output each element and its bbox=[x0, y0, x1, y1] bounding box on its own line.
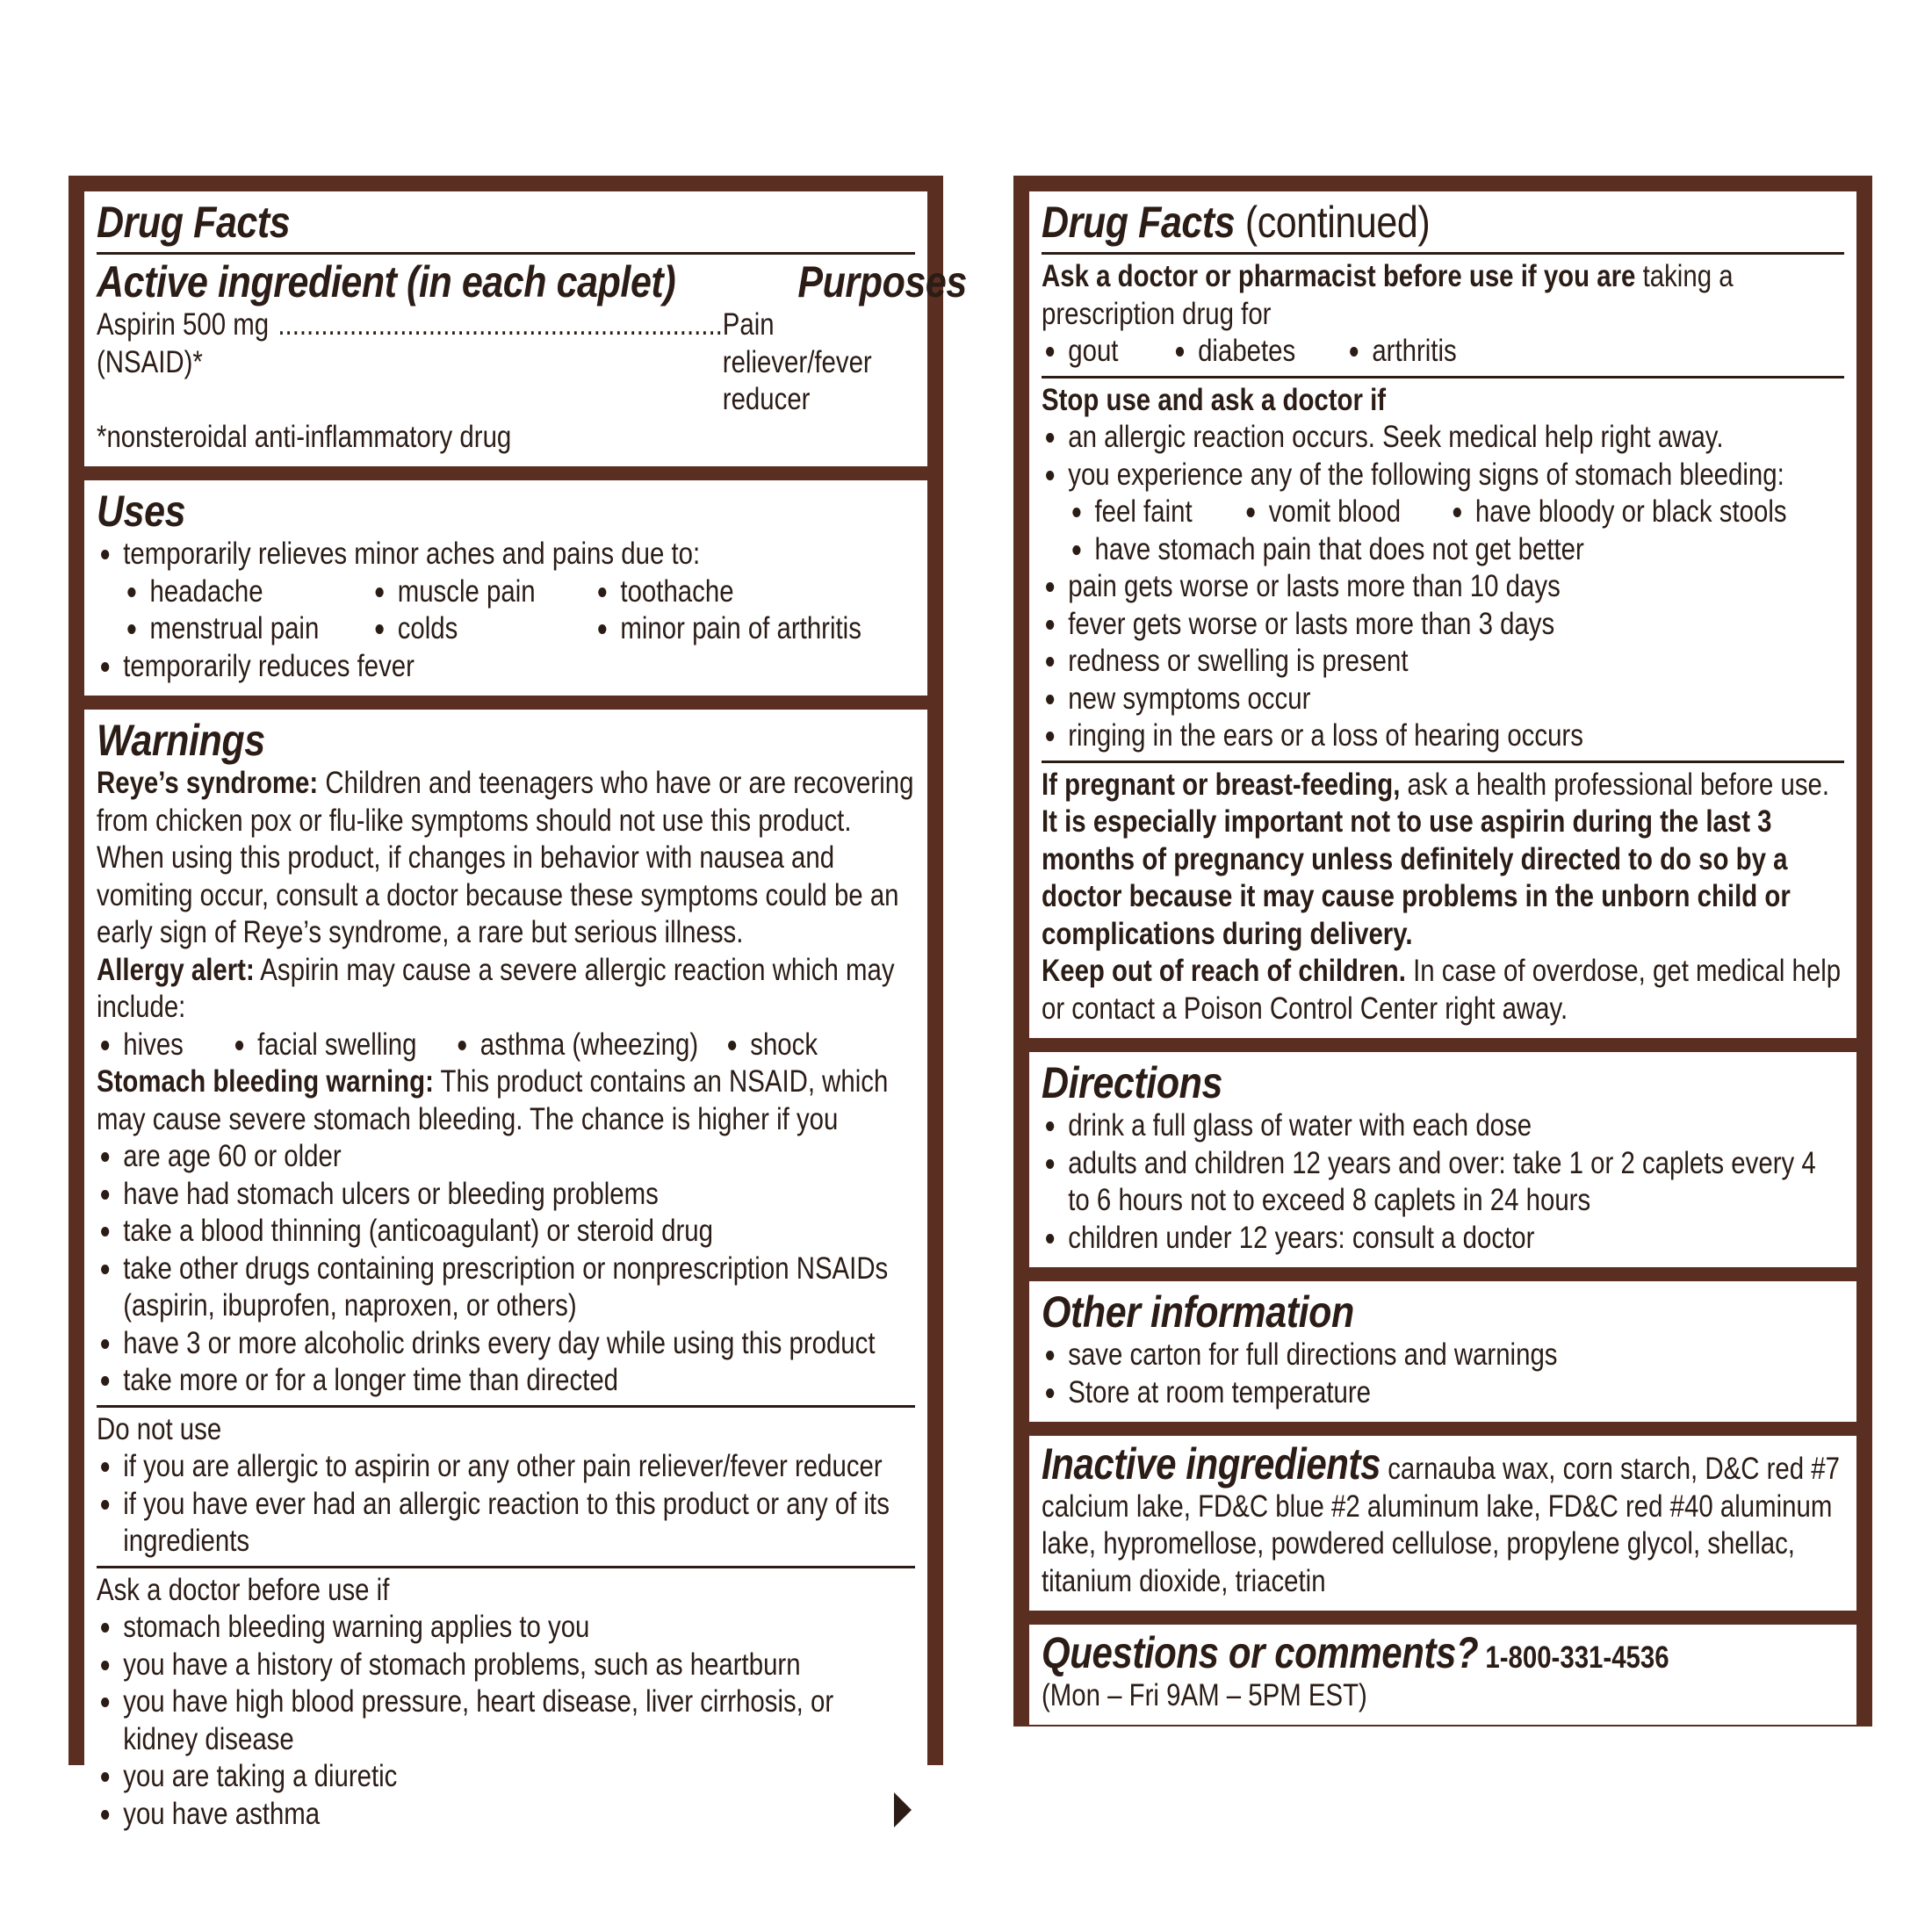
drug-facts-panel-left bbox=[68, 176, 967, 1831]
reye-text: Children and teenagers who have or are recovering from chicken pox or flu-like symptoms should not use this product. When using this product, if changes in behavior with nausea and vomiting occur, consult a doctor because these symptoms could be an early sign of Reye’s syndrome, a rare but serious illness. bbox=[97, 766, 914, 949]
uses-box bbox=[84, 480, 927, 696]
allergy-item: shock bbox=[724, 1027, 818, 1064]
stop-use-sub-item: vomit blood bbox=[1242, 494, 1448, 531]
active-ingredient-heading: Active ingredient (in each caplet) bbox=[97, 257, 676, 306]
allergy-item: hives bbox=[97, 1027, 231, 1064]
uses-sub-item: headache bbox=[123, 573, 371, 611]
stop-use-sub-item: feel faint bbox=[1068, 494, 1242, 531]
ask-doctor-item: you are taking a diuretic bbox=[97, 1758, 915, 1796]
directions-item: drink a full glass of water with each dose bbox=[1042, 1107, 1844, 1145]
do-not-use-item: if you are allergic to aspirin or any other pain reliever/fever reducer bbox=[97, 1448, 915, 1486]
ask-doctor-item: you have a history of stomach problems, such as heartburn bbox=[97, 1647, 915, 1684]
keep-out-label: Keep out of reach of children. bbox=[1042, 954, 1406, 988]
stop-use-item: ringing in the ears or a loss of hearing occurs bbox=[1042, 717, 1844, 755]
stop-use-item: pain gets worse or lasts more than 10 days bbox=[1042, 568, 1844, 606]
drug-facts-panel-right bbox=[1013, 176, 1872, 1727]
stop-use-item: fever gets worse or lasts more than 3 days bbox=[1042, 606, 1844, 644]
directions-item: children under 12 years: consult a doctor bbox=[1042, 1220, 1844, 1258]
inactive-ingredients-heading: Inactive ingredients bbox=[1042, 1439, 1381, 1489]
stomach-label: Stomach bleeding warning: bbox=[97, 1064, 434, 1099]
uses-sub-row bbox=[123, 610, 914, 648]
stomach-item: take other drugs containing prescription or nonprescription NSAIDs (aspirin, ibuprofen, naproxen, or others) bbox=[97, 1251, 915, 1325]
continued-label: (continued) bbox=[1244, 198, 1431, 247]
ask-pharmacist-item: gout bbox=[1042, 333, 1171, 371]
drug-facts-title: Drug Facts bbox=[97, 198, 291, 247]
do-not-use-heading: Do not use bbox=[97, 1411, 222, 1446]
ask-pharmacist bbox=[1042, 258, 1844, 333]
pregnancy-aspirin-warning: It is especially important not to use aspirin during the last 3 months of pregnancy unless definitely directed to do so by a doctor because it may cause problems in the unborn child or complications during delivery. bbox=[1042, 804, 1791, 951]
questions-box bbox=[1029, 1625, 1856, 1725]
stop-use-sub-row bbox=[1068, 494, 1843, 531]
ask-pharmacist-label: Ask a doctor or pharmacist before use if you are bbox=[1042, 259, 1636, 293]
allergy-text: Aspirin may cause a severe allergic reaction which may include: bbox=[97, 952, 895, 1024]
stop-use-item: redness or swelling is present bbox=[1042, 643, 1844, 681]
stop-use-item: you experience any of the following signs of stomach bleeding: bbox=[1042, 457, 1844, 494]
stop-use-heading: Stop use and ask a doctor if bbox=[1042, 382, 1387, 417]
pregnancy-text: ask a health professional before use. bbox=[1407, 767, 1830, 802]
ingredient-line bbox=[97, 306, 915, 419]
uses-sub-row bbox=[123, 573, 914, 611]
stop-use-item: an allergic reaction occurs. Seek medical help right away. bbox=[1042, 419, 1844, 457]
reye-label: Reye’s syndrome: bbox=[97, 766, 319, 800]
stop-use-sub-item: have bloody or black stools bbox=[1449, 494, 1787, 531]
ingredient-footnote: *nonsteroidal anti-inflammatory drug bbox=[97, 419, 512, 454]
drug-facts-continued-title bbox=[1042, 198, 1732, 247]
uses-heading: Uses bbox=[97, 487, 186, 536]
directions-box bbox=[1029, 1052, 1856, 1267]
hours: (Mon – Fri 9AM – 5PM EST) bbox=[1042, 1677, 1367, 1712]
purposes-heading: Purposes bbox=[797, 257, 967, 306]
pregnancy-warning bbox=[1042, 767, 1844, 804]
uses-sub-item: muscle pain bbox=[371, 573, 594, 611]
pregnancy-label: If pregnant or breast-feeding, bbox=[1042, 767, 1401, 802]
keep-out-of-reach bbox=[1042, 953, 1844, 1027]
active-ingredient-box bbox=[84, 191, 967, 466]
allergy-items-row bbox=[97, 1027, 915, 1064]
inactive-ingredients-box bbox=[1029, 1436, 1856, 1611]
allergy-label: Allergy alert: bbox=[97, 952, 255, 987]
questions-line bbox=[1042, 1628, 1844, 1677]
continue-arrow-icon bbox=[894, 1792, 912, 1827]
uses-item: temporarily relieves minor aches and pains due to: bbox=[97, 536, 915, 573]
stomach-item: have had stomach ulcers or bleeding problems bbox=[97, 1176, 915, 1214]
ingredient-dots: .............................................................. bbox=[278, 307, 723, 342]
stomach-item: take more or for a longer time than directed bbox=[97, 1362, 915, 1400]
ask-doctor-item: you have asthma bbox=[97, 1796, 915, 1834]
stomach-item: take a blood thinning (anticoagulant) or steroid drug bbox=[97, 1213, 915, 1251]
uses-sub-item: menstrual pain bbox=[123, 610, 371, 648]
other-information-item: Store at room temperature bbox=[1042, 1374, 1844, 1412]
other-information-heading: Other information bbox=[1042, 1287, 1354, 1337]
ask-pharmacist-items bbox=[1042, 333, 1844, 371]
ask-doctor-heading: Ask a doctor before use if bbox=[97, 1572, 390, 1607]
drug-facts-title: Drug Facts bbox=[1042, 198, 1236, 247]
directions-heading: Directions bbox=[1042, 1058, 1222, 1107]
do-not-use-item: if you have ever had an allergic reaction to this product or any of its ingredients bbox=[97, 1486, 915, 1561]
directions-item: adults and children 12 years and over: take 1 or 2 caplets every 4 to 6 hours not to exceed 8 caplets in 24 hours bbox=[1042, 1145, 1844, 1220]
stomach-warning bbox=[97, 1063, 915, 1138]
inactive-ingredients-text: carnauba wax, corn starch, D&C red #7 calcium lake, FD&C blue #2 aluminum lake, FD&C red #40 aluminum lake, hypromellose, powdered cellulose, propylene glycol, shellac, titanium dioxide, triacetin bbox=[1042, 1452, 1840, 1598]
phone-number: 1-800-331-4536 bbox=[1485, 1640, 1669, 1675]
reye-warning bbox=[97, 765, 915, 952]
stomach-text: This product contains an NSAID, which may cause severe stomach bleeding. The chance is higher if you bbox=[97, 1064, 889, 1136]
uses-sub-item: colds bbox=[371, 610, 594, 648]
stomach-item: are age 60 or older bbox=[97, 1138, 915, 1176]
continued-warnings-box bbox=[1029, 191, 1856, 1038]
uses-sub-item: toothache bbox=[594, 573, 733, 611]
questions-heading: Questions or comments? bbox=[1042, 1628, 1479, 1677]
warnings-box bbox=[84, 710, 927, 1843]
other-information-box bbox=[1029, 1281, 1856, 1422]
uses-item: temporarily reduces fever bbox=[97, 648, 915, 686]
ask-doctor-item: you have high blood pressure, heart disease, liver cirrhosis, or kidney disease bbox=[97, 1683, 915, 1758]
other-information-item: save carton for full directions and warnings bbox=[1042, 1337, 1844, 1374]
stop-use-sub-item: have stomach pain that does not get better bbox=[1068, 531, 1843, 569]
active-ingredient-header bbox=[97, 257, 967, 306]
ingredient-name: Aspirin 500 mg (NSAID)* bbox=[97, 307, 270, 379]
ingredient-purpose: Pain reliever/fever reducer bbox=[722, 307, 872, 416]
allergy-item: asthma (wheezing) bbox=[454, 1027, 724, 1064]
stop-use-item: new symptoms occur bbox=[1042, 681, 1844, 718]
keep-out-text: In case of overdose, get medical help or contact a Poison Control Center right away. bbox=[1042, 954, 1842, 1026]
uses-sub-item: minor pain of arthritis bbox=[594, 610, 861, 648]
allergy-alert bbox=[97, 952, 915, 1027]
stomach-item: have 3 or more alcoholic drinks every day while using this product bbox=[97, 1325, 915, 1363]
ask-pharmacist-item: diabetes bbox=[1171, 333, 1345, 371]
ask-pharmacist-item: arthritis bbox=[1345, 333, 1457, 371]
ask-pharmacist-text: taking a prescription drug for bbox=[1042, 259, 1734, 331]
inactive-ingredients-paragraph bbox=[1042, 1439, 1844, 1600]
allergy-item: facial swelling bbox=[231, 1027, 454, 1064]
warnings-heading: Warnings bbox=[97, 716, 265, 765]
ask-doctor-item: stomach bleeding warning applies to you bbox=[97, 1609, 915, 1647]
